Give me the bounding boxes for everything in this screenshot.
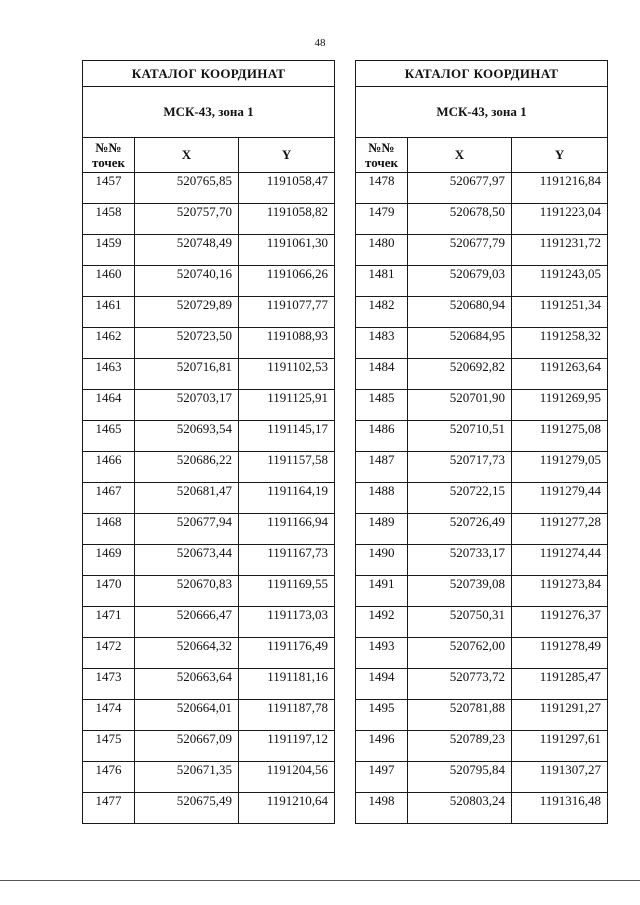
x-coordinate-cell: 520678,50 [408, 204, 512, 235]
table-row [356, 235, 608, 266]
table-row [356, 297, 608, 328]
point-number-cell: 1470 [83, 576, 135, 607]
x-coordinate-cell: 520693,54 [135, 421, 239, 452]
y-coordinate-cell: 1191258,32 [512, 328, 608, 359]
table-row [83, 421, 335, 452]
y-coordinate-cell: 1191061,30 [239, 235, 335, 266]
y-coordinate-cell: 1191291,27 [512, 700, 608, 731]
y-coordinate-cell: 1191210,64 [239, 793, 335, 824]
x-coordinate-cell: 520726,49 [408, 514, 512, 545]
table-row [83, 576, 335, 607]
table-row [83, 514, 335, 545]
table-row [83, 297, 335, 328]
y-coordinate-cell: 1191166,94 [239, 514, 335, 545]
point-number-cell: 1476 [83, 762, 135, 793]
table-row [83, 700, 335, 731]
x-coordinate-cell: 520677,79 [408, 235, 512, 266]
point-number-header-line1: №№ [95, 140, 122, 155]
x-coordinate-cell: 520795,84 [408, 762, 512, 793]
x-coordinate-cell: 520677,97 [408, 173, 512, 204]
table-row [83, 762, 335, 793]
point-number-cell: 1486 [356, 421, 408, 452]
y-coordinate-cell: 1191279,05 [512, 452, 608, 483]
table-row [356, 700, 608, 731]
point-number-header-line2: точек [92, 155, 125, 170]
point-number-cell: 1471 [83, 607, 135, 638]
coordinate-system-subtitle: МСК-43, зона 1 [356, 87, 608, 138]
y-coordinate-cell: 1191216,84 [512, 173, 608, 204]
x-coordinate-cell: 520717,73 [408, 452, 512, 483]
table-row [83, 328, 335, 359]
x-coordinate-cell: 520677,94 [135, 514, 239, 545]
point-number-cell: 1469 [83, 545, 135, 576]
point-number-header [356, 138, 408, 173]
point-number-cell: 1498 [356, 793, 408, 824]
point-number-cell: 1457 [83, 173, 135, 204]
x-coordinate-cell: 520757,70 [135, 204, 239, 235]
table-row [356, 359, 608, 390]
x-coordinate-cell: 520670,83 [135, 576, 239, 607]
point-number-header-line2: точек [365, 155, 398, 170]
point-number-header [83, 138, 135, 173]
x-coordinate-cell: 520701,90 [408, 390, 512, 421]
y-coordinate-cell: 1191125,91 [239, 390, 335, 421]
y-coordinate-cell: 1191276,37 [512, 607, 608, 638]
x-coordinate-cell: 520748,49 [135, 235, 239, 266]
y-coordinate-cell: 1191145,17 [239, 421, 335, 452]
table-row [356, 483, 608, 514]
point-number-cell: 1483 [356, 328, 408, 359]
point-number-cell: 1484 [356, 359, 408, 390]
point-number-cell: 1464 [83, 390, 135, 421]
table-row [83, 235, 335, 266]
x-coordinate-cell: 520739,08 [408, 576, 512, 607]
x-coordinate-cell: 520729,89 [135, 297, 239, 328]
table-row [356, 545, 608, 576]
table-row [356, 638, 608, 669]
x-coordinate-cell: 520740,16 [135, 266, 239, 297]
table-row [83, 452, 335, 483]
y-coordinate-cell: 1191167,73 [239, 545, 335, 576]
point-number-cell: 1479 [356, 204, 408, 235]
y-coordinate-cell: 1191223,04 [512, 204, 608, 235]
table-row [356, 793, 608, 824]
point-number-cell: 1489 [356, 514, 408, 545]
x-coordinate-cell: 520722,15 [408, 483, 512, 514]
table-row [356, 204, 608, 235]
point-number-cell: 1493 [356, 638, 408, 669]
y-coordinate-cell: 1191164,19 [239, 483, 335, 514]
table-row [83, 483, 335, 514]
x-coordinate-cell: 520663,64 [135, 669, 239, 700]
y-coordinate-cell: 1191307,27 [512, 762, 608, 793]
y-coordinate-cell: 1191251,34 [512, 297, 608, 328]
coordinate-system-subtitle: МСК-43, зона 1 [83, 87, 335, 138]
table-row [83, 173, 335, 204]
y-coordinate-cell: 1191243,05 [512, 266, 608, 297]
y-coordinate-cell: 1191275,08 [512, 421, 608, 452]
y-coordinate-cell: 1191181,16 [239, 669, 335, 700]
table-row [356, 607, 608, 638]
table-row [356, 328, 608, 359]
y-coordinate-cell: 1191263,64 [512, 359, 608, 390]
y-coordinate-cell: 1191285,47 [512, 669, 608, 700]
table-row [83, 545, 335, 576]
point-number-cell: 1495 [356, 700, 408, 731]
table-row [83, 204, 335, 235]
table-row [83, 731, 335, 762]
x-coordinate-cell: 520762,00 [408, 638, 512, 669]
table-row [356, 731, 608, 762]
table-row [356, 576, 608, 607]
coordinate-catalog-table-right [355, 60, 608, 824]
x-coordinate-cell: 520666,47 [135, 607, 239, 638]
catalog-rows-right [356, 173, 608, 824]
x-coordinate-cell: 520789,23 [408, 731, 512, 762]
point-number-cell: 1459 [83, 235, 135, 266]
x-column-header: X [408, 138, 512, 173]
y-coordinate-cell: 1191157,58 [239, 452, 335, 483]
x-coordinate-cell: 520733,17 [408, 545, 512, 576]
catalog-title: КАТАЛОГ КООРДИНАТ [83, 61, 335, 87]
x-coordinate-cell: 520680,94 [408, 297, 512, 328]
point-number-cell: 1477 [83, 793, 135, 824]
y-coordinate-cell: 1191169,55 [239, 576, 335, 607]
point-number-cell: 1472 [83, 638, 135, 669]
point-number-cell: 1491 [356, 576, 408, 607]
x-column-header: X [135, 138, 239, 173]
point-number-cell: 1473 [83, 669, 135, 700]
table-row [83, 638, 335, 669]
y-coordinate-cell: 1191187,78 [239, 700, 335, 731]
y-coordinate-cell: 1191297,61 [512, 731, 608, 762]
y-column-header: Y [512, 138, 608, 173]
point-number-cell: 1481 [356, 266, 408, 297]
x-coordinate-cell: 520684,95 [408, 328, 512, 359]
x-coordinate-cell: 520681,47 [135, 483, 239, 514]
x-coordinate-cell: 520675,49 [135, 793, 239, 824]
point-number-cell: 1466 [83, 452, 135, 483]
table-row [356, 266, 608, 297]
x-coordinate-cell: 520781,88 [408, 700, 512, 731]
table-row [356, 452, 608, 483]
footer-divider [0, 880, 640, 881]
table-row [83, 390, 335, 421]
x-coordinate-cell: 520703,17 [135, 390, 239, 421]
x-coordinate-cell: 520686,22 [135, 452, 239, 483]
x-coordinate-cell: 520679,03 [408, 266, 512, 297]
point-number-header-line1: №№ [368, 140, 395, 155]
y-coordinate-cell: 1191279,44 [512, 483, 608, 514]
x-coordinate-cell: 520673,44 [135, 545, 239, 576]
y-coordinate-cell: 1191058,47 [239, 173, 335, 204]
point-number-cell: 1496 [356, 731, 408, 762]
x-coordinate-cell: 520750,31 [408, 607, 512, 638]
table-row [356, 421, 608, 452]
y-coordinate-cell: 1191273,84 [512, 576, 608, 607]
table-row [83, 669, 335, 700]
y-coordinate-cell: 1191277,28 [512, 514, 608, 545]
table-row [356, 762, 608, 793]
x-coordinate-cell: 520803,24 [408, 793, 512, 824]
point-number-cell: 1492 [356, 607, 408, 638]
coordinate-catalog-table-left [82, 60, 335, 824]
x-coordinate-cell: 520664,32 [135, 638, 239, 669]
table-row [356, 173, 608, 204]
x-coordinate-cell: 520765,85 [135, 173, 239, 204]
table-row [83, 266, 335, 297]
y-column-header: Y [239, 138, 335, 173]
table-row [83, 793, 335, 824]
table-row [356, 669, 608, 700]
y-coordinate-cell: 1191204,56 [239, 762, 335, 793]
point-number-cell: 1467 [83, 483, 135, 514]
point-number-cell: 1482 [356, 297, 408, 328]
point-number-cell: 1490 [356, 545, 408, 576]
table-row [83, 607, 335, 638]
point-number-cell: 1460 [83, 266, 135, 297]
point-number-cell: 1480 [356, 235, 408, 266]
point-number-cell: 1461 [83, 297, 135, 328]
catalog-title: КАТАЛОГ КООРДИНАТ [356, 61, 608, 87]
x-coordinate-cell: 520664,01 [135, 700, 239, 731]
y-coordinate-cell: 1191231,72 [512, 235, 608, 266]
x-coordinate-cell: 520692,82 [408, 359, 512, 390]
point-number-cell: 1462 [83, 328, 135, 359]
y-coordinate-cell: 1191066,26 [239, 266, 335, 297]
x-coordinate-cell: 520671,35 [135, 762, 239, 793]
catalog-rows-left [83, 173, 335, 824]
table-row [83, 359, 335, 390]
x-coordinate-cell: 520723,50 [135, 328, 239, 359]
page-number: 48 [314, 37, 326, 49]
y-coordinate-cell: 1191102,53 [239, 359, 335, 390]
point-number-cell: 1487 [356, 452, 408, 483]
point-number-cell: 1485 [356, 390, 408, 421]
table-row [356, 514, 608, 545]
point-number-cell: 1465 [83, 421, 135, 452]
y-coordinate-cell: 1191269,95 [512, 390, 608, 421]
x-coordinate-cell: 520773,72 [408, 669, 512, 700]
point-number-cell: 1488 [356, 483, 408, 514]
point-number-cell: 1463 [83, 359, 135, 390]
point-number-cell: 1458 [83, 204, 135, 235]
point-number-cell: 1475 [83, 731, 135, 762]
x-coordinate-cell: 520710,51 [408, 421, 512, 452]
y-coordinate-cell: 1191274,44 [512, 545, 608, 576]
point-number-cell: 1497 [356, 762, 408, 793]
table-row [356, 390, 608, 421]
y-coordinate-cell: 1191197,12 [239, 731, 335, 762]
point-number-cell: 1478 [356, 173, 408, 204]
x-coordinate-cell: 520667,09 [135, 731, 239, 762]
y-coordinate-cell: 1191058,82 [239, 204, 335, 235]
point-number-cell: 1474 [83, 700, 135, 731]
y-coordinate-cell: 1191077,77 [239, 297, 335, 328]
x-coordinate-cell: 520716,81 [135, 359, 239, 390]
y-coordinate-cell: 1191088,93 [239, 328, 335, 359]
point-number-cell: 1468 [83, 514, 135, 545]
y-coordinate-cell: 1191176,49 [239, 638, 335, 669]
point-number-cell: 1494 [356, 669, 408, 700]
y-coordinate-cell: 1191278,49 [512, 638, 608, 669]
y-coordinate-cell: 1191316,48 [512, 793, 608, 824]
y-coordinate-cell: 1191173,03 [239, 607, 335, 638]
